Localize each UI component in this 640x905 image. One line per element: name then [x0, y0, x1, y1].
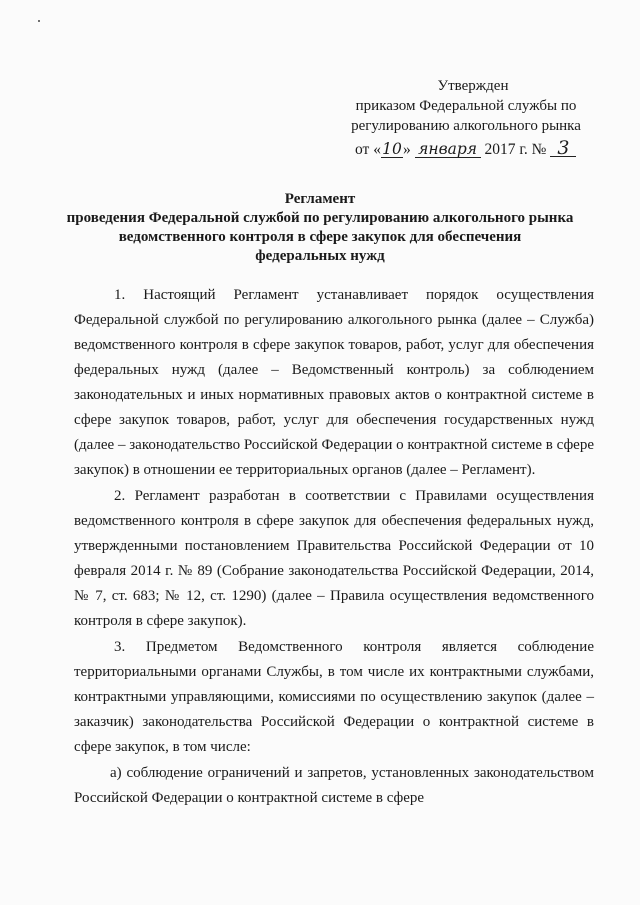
order-number: 3: [550, 140, 576, 157]
title-line-2: проведения Федеральной службой по регулированию алкогольного рынка: [66, 210, 574, 226]
date-month: января: [415, 141, 481, 158]
paragraph-2: 2. Регламент разработан в соответствии с Правилами осуществления ведомственного контроля в сфере закупок для обеспечения федеральных нужд, утвержденными постановлением Правительства Российской Федерации от 10 февраля 2014 г. № 89 (Собрание законодательства Российской Федерации, 2014, № 7, ст. 683; № 12, ст. 1290) (далее – Правила осуществления ведомственного контроля в сфере закупок).: [74, 488, 594, 629]
approval-line-2: приказом Федеральной службы по: [355, 98, 577, 114]
date-prefix: от «: [355, 141, 381, 158]
approval-stamp: [330, 76, 602, 136]
approval-date: [355, 137, 576, 159]
paragraph-1: 1. Настоящий Регламент устанавливает порядок осуществления Федеральной службой по регулированию алкогольного рынка (далее – Служба) ведомственного контроля в сфере закупок товаров, работ, услуг для обеспечения федеральных нужд (далее – Ведомственный контроль) за соблюдением законодательных и иных нормативных правовых актов о контрактной системе в сфере закупок товаров, работ, услуг для обеспечения государственных нужд (далее – законодательство Российской Федерации о контрактной системе в сфере закупок) в отношении ее территориальных органов (далее – Регламент).: [74, 287, 594, 478]
title-line-1: Регламент: [284, 191, 356, 207]
paragraph-3: 3. Предметом Ведомственного контроля является соблюдение территориальными органами Службы, в том числе их контрактными службами, контрактными управляющими, комиссиями по осуществлению закупок (далее – заказчик) законодательства Российской Федерации о контрактной системе в сфере закупок, в том числе:: [74, 639, 594, 755]
date-close-quote: »: [402, 141, 411, 158]
title-line-3: ведомственного контроля в сфере закупок для обеспечения: [118, 229, 522, 245]
date-day: 10: [382, 140, 402, 158]
document-body: [74, 283, 594, 812]
title-line-4: федеральных нужд: [255, 248, 385, 264]
approval-line-1: Утвержден: [437, 78, 509, 94]
paragraph-3a: а) соблюдение ограничений и запретов, установленных законодательством Российской Федерации о контрактной системе в сфере: [74, 765, 594, 806]
document-title: [40, 190, 600, 266]
approval-line-3: регулированию алкогольного рынка: [351, 118, 581, 134]
date-year: 2017 г. №: [484, 141, 547, 158]
scan-speck: [38, 20, 40, 22]
